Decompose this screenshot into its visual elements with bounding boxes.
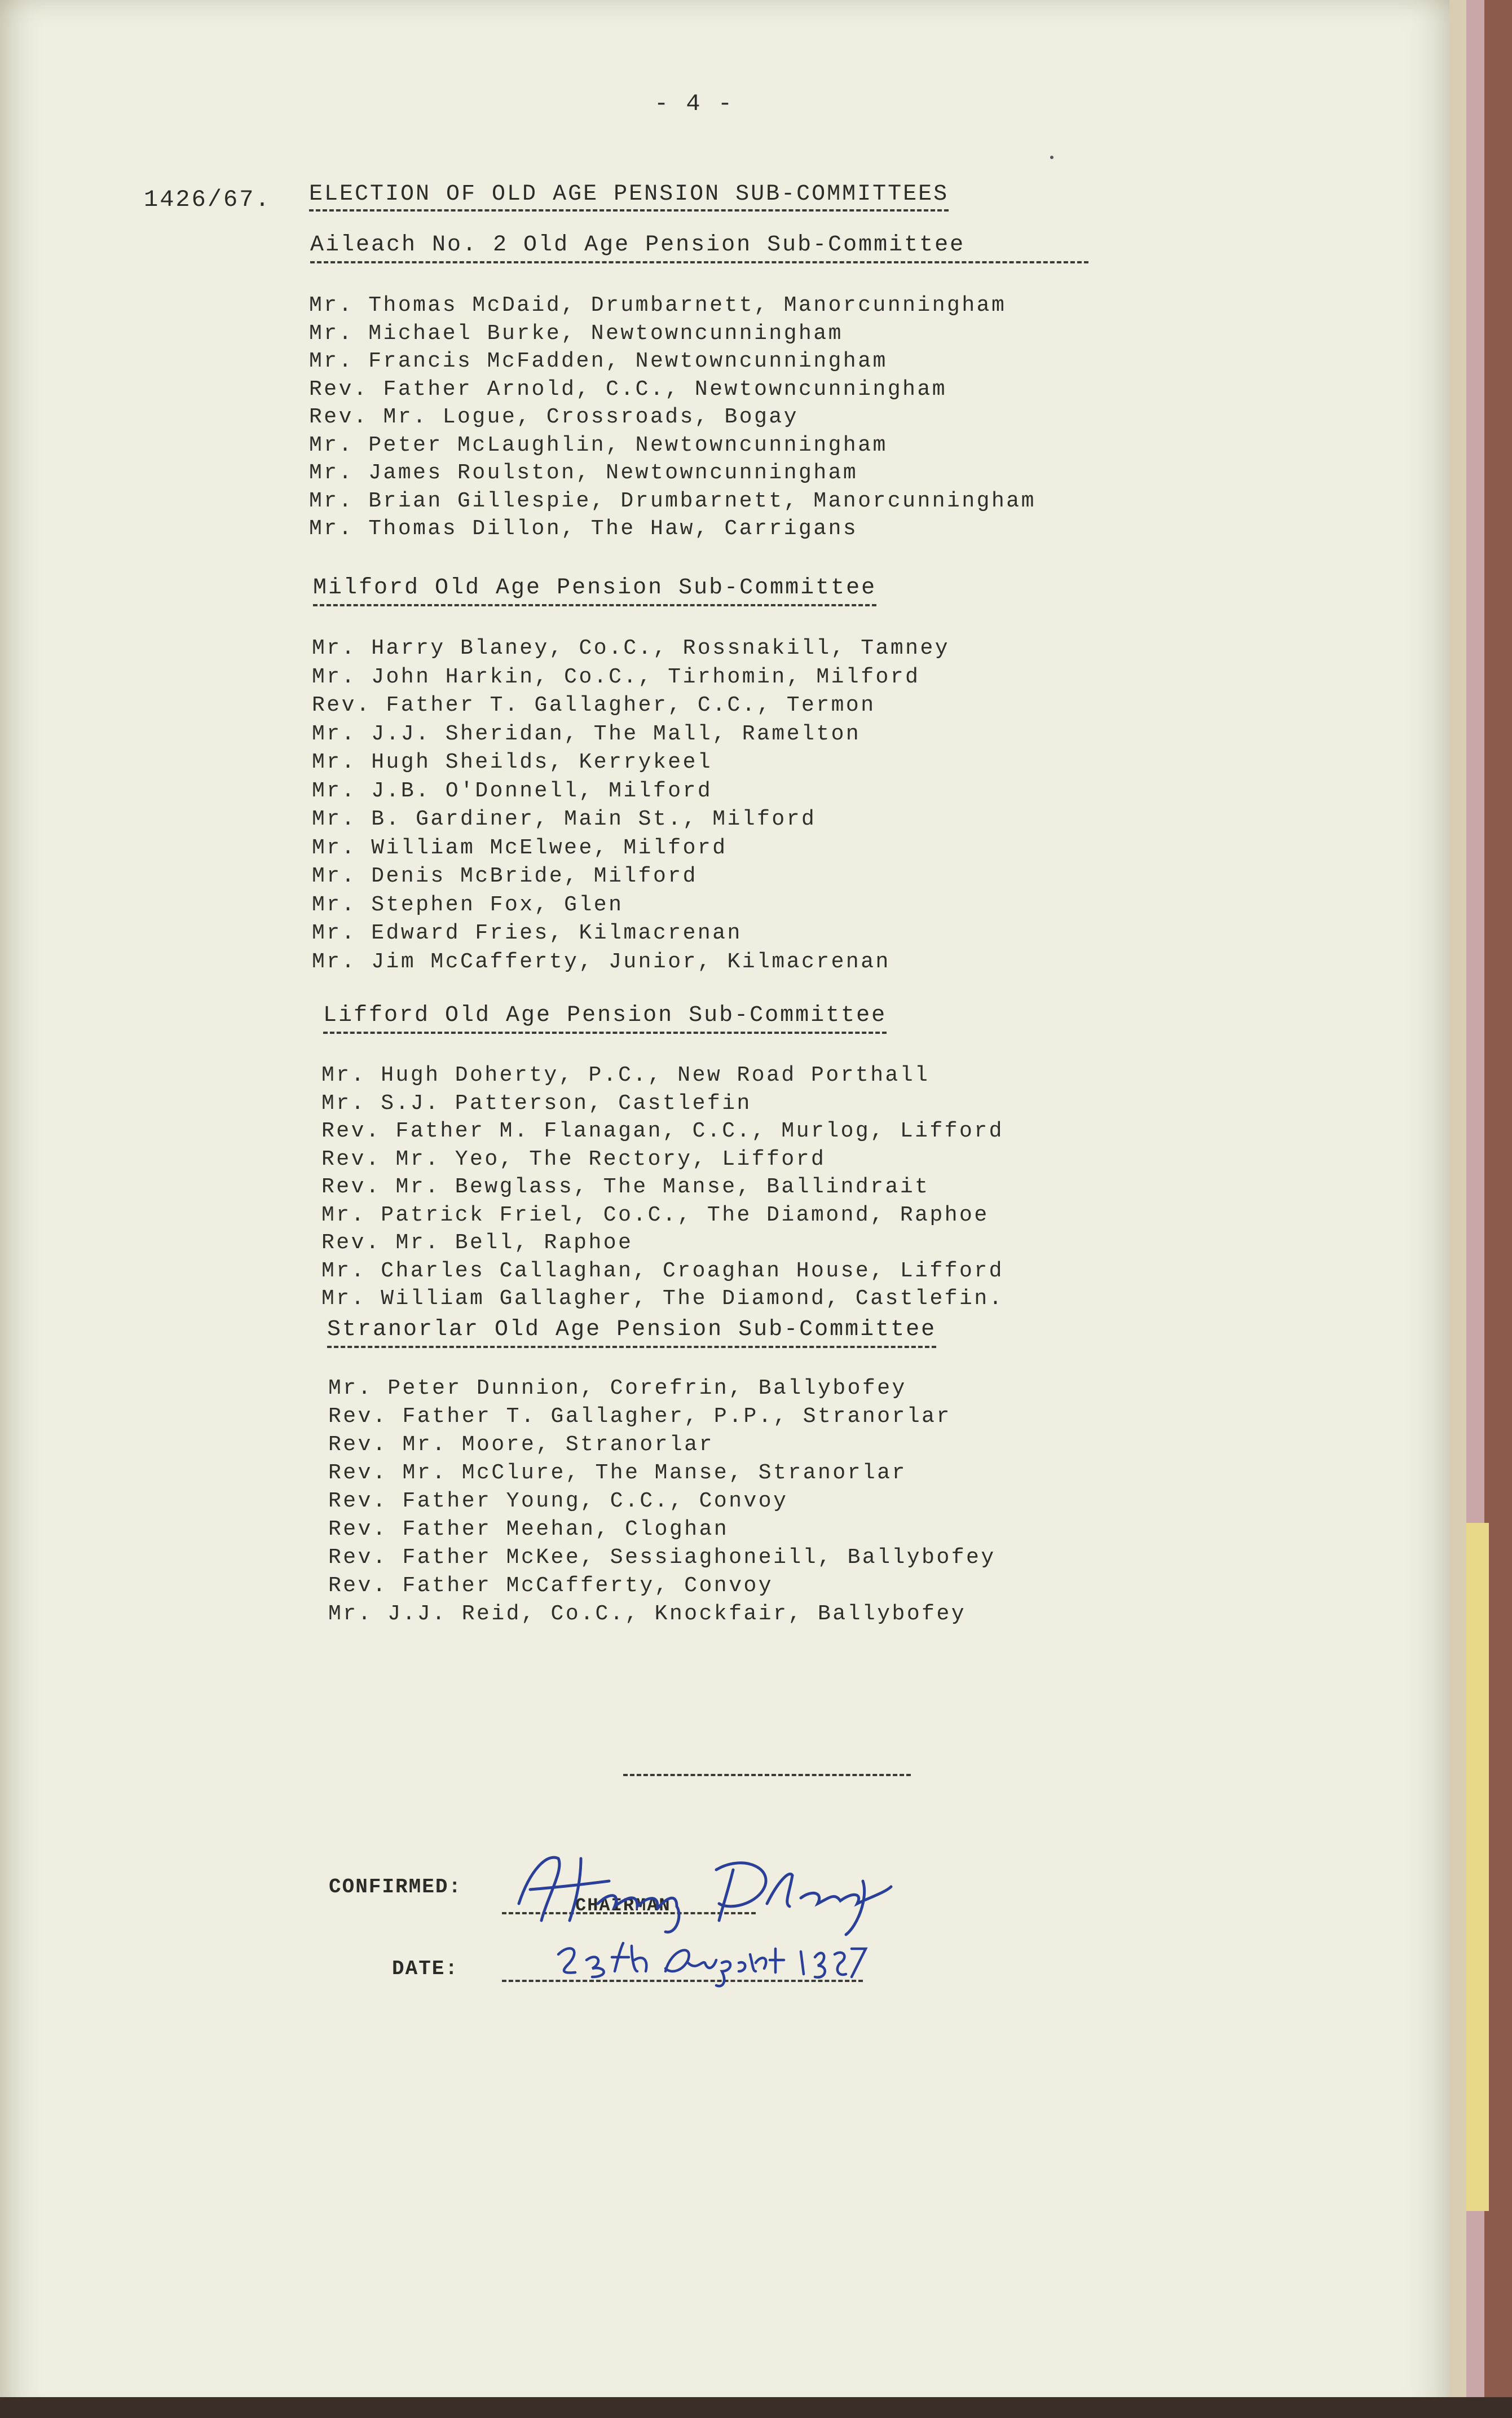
- section-title: Aileach No. 2 Old Age Pension Sub-Committee: [310, 232, 1088, 263]
- member-line: Mr. B. Gardiner, Main St., Milford: [312, 807, 817, 831]
- member-line: Mr. John Harkin, Co.C., Tirhomin, Milford: [312, 664, 920, 689]
- member-line: Mr. Charles Callaghan, Croaghan House, Lifford: [321, 1258, 1004, 1283]
- member-line: Rev. Father Meehan, Cloghan: [328, 1517, 729, 1541]
- member-line: Mr. William McElwee, Milford: [312, 835, 728, 860]
- section-title: Milford Old Age Pension Sub-Committee: [313, 575, 876, 606]
- member-line: Rev. Father Young, C.C., Convoy: [328, 1489, 788, 1513]
- member-line: Mr. William Gallagher, The Diamond, Castlefin.: [321, 1287, 1004, 1311]
- member-line: Mr. Thomas McDaid, Drumbarnett, Manorcunningham: [309, 293, 1007, 318]
- page-number: - 4 -: [654, 90, 734, 117]
- chairman-signature: [496, 1836, 925, 1937]
- member-line: Mr. Hugh Sheilds, Kerrykeel: [312, 750, 713, 774]
- member-line: Rev. Mr. Logue, Crossroads, Bogay: [309, 405, 799, 429]
- member-line: Mr. Harry Blaney, Co.C., Rossnakill, Tamney: [312, 636, 950, 660]
- section-title: Lifford Old Age Pension Sub-Committee: [323, 1003, 887, 1034]
- member-line: Mr. Edward Fries, Kilmacrenan: [312, 921, 742, 945]
- separator-line: [623, 1774, 911, 1776]
- member-line: Mr. Patrick Friel, Co.C., The Diamond, Raphoe: [321, 1203, 989, 1227]
- member-line: Mr. Jim McCafferty, Junior, Kilmacrenan: [312, 949, 891, 974]
- member-line: Mr. Thomas Dillon, The Haw, Carrigans: [309, 517, 858, 541]
- member-line: Rev. Father M. Flanagan, C.C., Murlog, Lifford: [321, 1119, 1004, 1143]
- member-line: Rev. Mr. Bewglass, The Manse, Ballindrait: [321, 1175, 930, 1199]
- section-title: Stranorlar Old Age Pension Sub-Committee: [327, 1317, 936, 1348]
- member-line: Mr. Denis McBride, Milford: [312, 864, 698, 888]
- speck: [1050, 156, 1053, 159]
- yellow-tab: [1466, 1523, 1489, 2211]
- member-line: Mr. Francis McFadden, Newtowncunningham: [309, 349, 888, 373]
- member-line: Mr. James Roulston, Newtowncunningham: [309, 461, 858, 485]
- member-line: Mr. Hugh Doherty, P.C., New Road Porthall: [321, 1063, 930, 1087]
- member-line: Mr. J.J. Sheridan, The Mall, Ramelton: [312, 721, 861, 746]
- confirmed-label: CONFIRMED:: [329, 1875, 462, 1899]
- member-line: Mr. Brian Gillespie, Drumbarnett, Manorcunningham: [309, 488, 1036, 513]
- minute-number: 1426/67.: [144, 186, 271, 213]
- member-line: Rev. Mr. Bell, Raphoe: [321, 1231, 633, 1255]
- member-line: Rev. Mr. Moore, Stranorlar: [328, 1433, 714, 1457]
- member-line: Rev. Father McKee, Sessiaghoneill, Ballybofey: [328, 1545, 996, 1570]
- member-line: Mr. J.B. O'Donnell, Milford: [312, 778, 713, 803]
- member-line: Rev. Father T. Gallagher, P.P., Stranorlar: [328, 1404, 951, 1429]
- chairman-label: CHAIRMAN: [575, 1895, 671, 1916]
- member-line: Mr. Michael Burke, Newtowncunningham: [309, 321, 843, 346]
- member-line: Rev. Mr. McClure, The Manse, Stranorlar: [328, 1461, 907, 1485]
- member-line: Rev. Father Arnold, C.C., Newtowncunningham: [309, 377, 947, 402]
- member-line: Rev. Mr. Yeo, The Rectory, Lifford: [321, 1147, 826, 1171]
- handwritten-date: [553, 1937, 869, 1988]
- member-line: Mr. Peter Dunnion, Corefrin, Ballybofey: [328, 1376, 907, 1400]
- page-edge: [1449, 0, 1466, 2418]
- member-line: Mr. Stephen Fox, Glen: [312, 892, 624, 917]
- date-label: DATE:: [392, 1957, 459, 1980]
- member-line: Rev. Father McCafferty, Convoy: [328, 1574, 774, 1598]
- member-line: Mr. S.J. Patterson, Castlefin: [321, 1091, 752, 1116]
- document-heading: ELECTION OF OLD AGE PENSION SUB-COMMITTEES: [309, 182, 949, 212]
- member-line: Mr. Peter McLaughlin, Newtowncunningham: [309, 433, 888, 457]
- member-line: Rev. Father T. Gallagher, C.C., Termon: [312, 693, 876, 717]
- member-line: Mr. J.J. Reid, Co.C., Knockfair, Ballybofey: [328, 1602, 967, 1626]
- bottom-shadow: [0, 2397, 1512, 2418]
